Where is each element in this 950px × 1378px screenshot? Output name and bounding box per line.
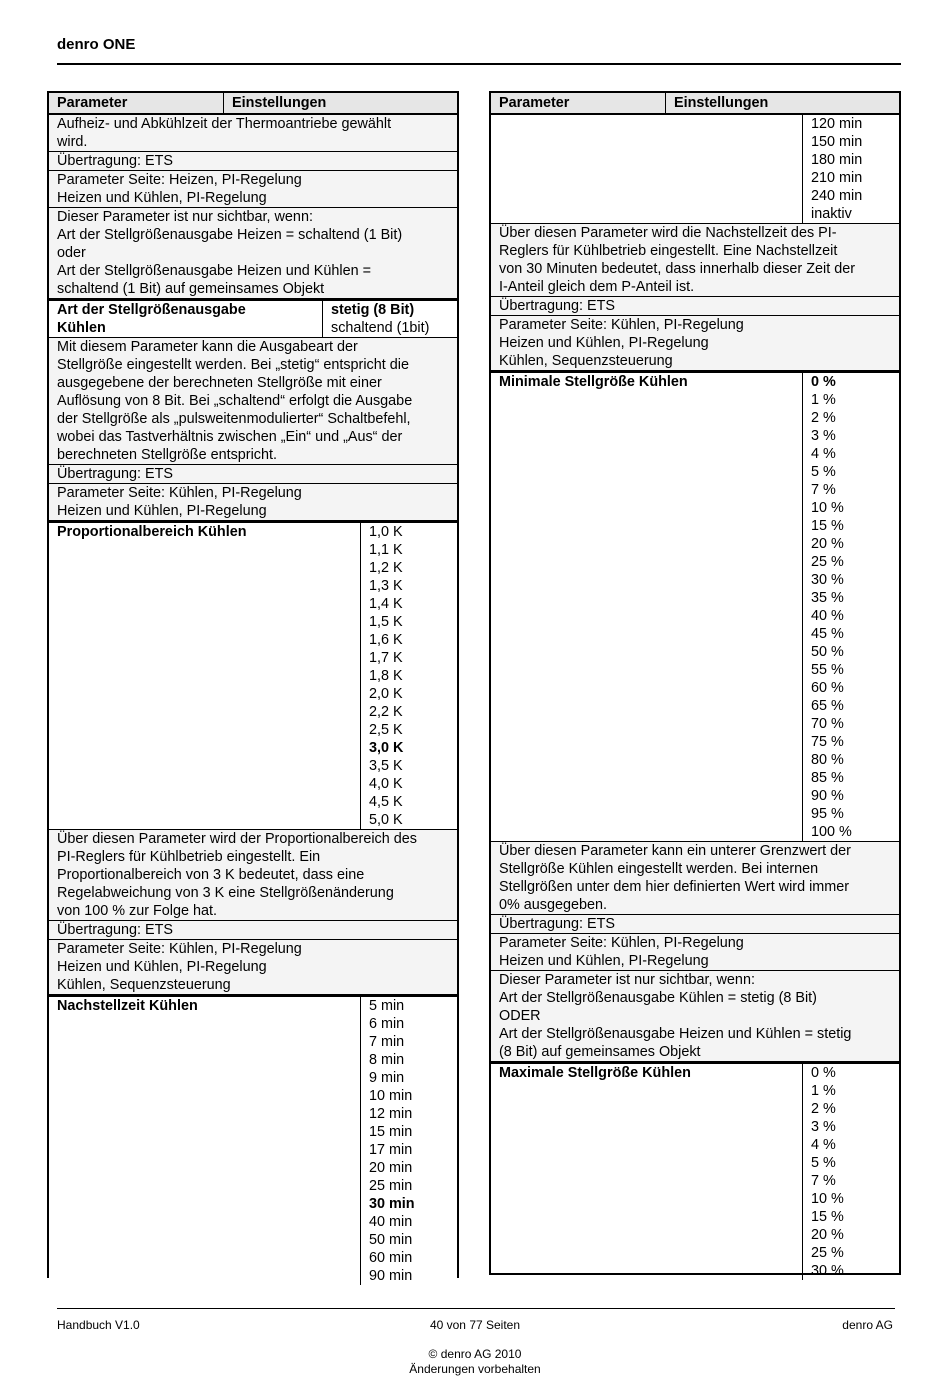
nach-description <box>491 224 899 371</box>
value-option: 2,0 K <box>369 686 403 702</box>
text-line: Parameter Seite: Kühlen, PI-Regelung <box>57 941 302 957</box>
value-option: 25 % <box>811 1245 844 1261</box>
art-description <box>49 338 457 521</box>
description-block <box>491 842 899 915</box>
value-option: 5 min <box>369 998 405 1014</box>
value-option: 7 % <box>811 1173 836 1189</box>
value-option: 210 min <box>811 170 863 186</box>
header-divider <box>57 63 901 65</box>
value-option: 1,6 K <box>369 632 403 648</box>
parameter-values <box>322 301 457 337</box>
value-option: 75 % <box>811 734 844 750</box>
text-line: Art der Stellgrößenausgabe Kühlen = stetig (8 Bit) <box>499 990 817 1006</box>
default-value-option: 30 min <box>369 1196 415 1212</box>
footer-company: denro AG <box>842 1318 893 1332</box>
text-line: Übertragung: ETS <box>57 922 173 938</box>
default-value-option: 3,0 K <box>369 740 404 756</box>
intro-text <box>49 115 457 152</box>
value-option: 2 % <box>811 410 836 426</box>
value-option: 6 min <box>369 1016 405 1032</box>
parameter-values <box>360 523 457 829</box>
text-line: Übertragung: ETS <box>57 153 173 169</box>
value-option: 1,3 K <box>369 578 403 594</box>
value-option: 4,0 K <box>369 776 403 792</box>
value-option: 30 % <box>811 1263 844 1279</box>
text-line: Parameter Seite: Heizen, PI-Regelung <box>57 172 302 188</box>
text-line: Parameter Seite: Kühlen, PI-Regelung <box>499 317 744 333</box>
text-line: der Stellgröße als „pulsweitenmodulierter“ Schaltbefehl, <box>57 411 411 427</box>
value-option: 1,5 K <box>369 614 403 630</box>
text-line: Art der Stellgrößenausgabe Heizen und Kühlen = stetig <box>499 1026 852 1042</box>
value-option: 100 % <box>811 824 852 840</box>
text-line: Kühlen, Sequenzsteuerung <box>57 977 231 993</box>
description-block <box>491 316 899 371</box>
value-option: 35 % <box>811 590 844 606</box>
description-block <box>491 971 899 1062</box>
value-option: 20 % <box>811 536 844 552</box>
text-line: 0% ausgegeben. <box>499 897 608 913</box>
value-option: 12 min <box>369 1106 413 1122</box>
description-block <box>49 484 457 521</box>
header-parameter: Parameter <box>491 93 666 113</box>
text-line: Auflösung von 8 Bit. Bei „schaltend“ erfolgt die Ausgabe <box>57 393 413 409</box>
value-option: 90 min <box>369 1268 413 1284</box>
footer-page-number: 40 von 77 Seiten <box>429 1318 521 1332</box>
footer-divider <box>57 1308 895 1309</box>
parameter-name <box>491 1064 802 1280</box>
value-option: 50 % <box>811 644 844 660</box>
value-option: 45 % <box>811 626 844 642</box>
value-option: 150 min <box>811 134 863 150</box>
text-line: wird. <box>57 134 88 150</box>
description-block <box>49 830 457 921</box>
text-line: Heizen und Kühlen, PI-Regelung <box>499 953 709 969</box>
value-option: schaltend (1bit) <box>331 320 430 336</box>
value-option: 2 % <box>811 1101 836 1117</box>
text-line: Proportionalbereich von 3 K bedeutet, dass eine <box>57 867 365 883</box>
text-line: Über diesen Parameter kann ein unterer Grenzwert der <box>499 843 851 859</box>
parameter-name <box>491 115 802 223</box>
text-line: Stellgröße Kühlen eingestellt werden. Bei internen <box>499 861 819 877</box>
text-line: PI-Reglers für Kühlbetrieb eingestellt. Ein <box>57 849 321 865</box>
text-line: Regelabweichung von 3 K eine Stellgrößenänderung <box>57 885 394 901</box>
text-line: Mit diesem Parameter kann die Ausgabeart der <box>57 339 358 355</box>
param-nachstellzeit <box>49 995 457 1285</box>
text-line: Heizen und Kühlen, PI-Regelung <box>57 959 267 975</box>
value-option: 10 % <box>811 1191 844 1207</box>
left-parameter-table <box>47 91 459 1284</box>
header-parameter: Parameter <box>49 93 224 113</box>
text-line: Übertragung: ETS <box>499 298 615 314</box>
footer-copyright: © denro AG 2010 <box>428 1347 522 1361</box>
param-minimale-stellgroesse <box>491 371 899 842</box>
table-header <box>491 91 899 115</box>
value-option: 1,7 K <box>369 650 403 666</box>
text-line: I-Anteil gleich dem P-Anteil ist. <box>499 279 695 295</box>
text-line: Dieser Parameter ist nur sichtbar, wenn: <box>57 209 313 225</box>
text-line: ausgegebene der berechneten Stellgröße mit einer <box>57 375 382 391</box>
intro-param-page <box>49 171 457 208</box>
value-option: 65 % <box>811 698 844 714</box>
value-option: 3 % <box>811 1119 836 1135</box>
value-option: 70 % <box>811 716 844 732</box>
value-option: 15 % <box>811 518 844 534</box>
text-line: Art der Stellgrößenausgabe Heizen = schaltend (1 Bit) <box>57 227 403 243</box>
value-option: 5,0 K <box>369 812 403 828</box>
parameter-name-line: Kühlen <box>57 320 106 336</box>
right-parameter-table <box>489 91 901 1279</box>
value-option: 60 % <box>811 680 844 696</box>
value-option: 3,5 K <box>369 758 403 774</box>
description-block <box>491 934 899 971</box>
description-block <box>491 224 899 297</box>
parameter-values <box>360 997 457 1285</box>
value-option: 5 % <box>811 464 836 480</box>
description-block <box>491 297 899 316</box>
parameter-name <box>49 997 360 1285</box>
value-option: 17 min <box>369 1142 413 1158</box>
parameter-values <box>802 1064 899 1280</box>
text-line: Stellgröße eingestellt werden. Bei „stetig“ entspricht die <box>57 357 409 373</box>
value-option: 180 min <box>811 152 863 168</box>
value-option: inaktiv <box>811 206 852 222</box>
text-line: Über diesen Parameter wird der Proportionalbereich des <box>57 831 417 847</box>
value-option: 95 % <box>811 806 844 822</box>
text-line: berechneten Stellgröße entspricht. <box>57 447 277 463</box>
text-line: (8 Bit) auf gemeinsames Objekt <box>499 1044 701 1060</box>
description-block <box>49 338 457 465</box>
value-option: 15 % <box>811 1209 844 1225</box>
value-option: 2,5 K <box>369 722 403 738</box>
param-nachstellzeit-continued <box>491 115 899 224</box>
text-line: von 30 Minuten bedeutet, dass innerhalb dieser Zeit der <box>499 261 855 277</box>
parameter-values <box>802 373 899 841</box>
param-maximale-stellgroesse <box>491 1062 899 1280</box>
description-block <box>49 465 457 484</box>
text-line: Aufheiz- und Abkühlzeit der Thermoantriebe gewählt <box>57 116 392 132</box>
value-option: 60 min <box>369 1250 413 1266</box>
intro-transfer <box>49 152 457 171</box>
parameter-name <box>491 373 802 841</box>
value-option: 55 % <box>811 662 844 678</box>
text-line: oder <box>57 245 86 261</box>
value-option: 120 min <box>811 116 863 132</box>
value-option: 85 % <box>811 770 844 786</box>
parameter-name <box>49 523 360 829</box>
min-description <box>491 842 899 1062</box>
value-option: 1 % <box>811 392 836 408</box>
value-option: 4 % <box>811 446 836 462</box>
text-line: Art der Stellgrößenausgabe Heizen und Kühlen = <box>57 263 372 279</box>
value-option: 80 % <box>811 752 844 768</box>
parameter-name-line: Minimale Stellgröße Kühlen <box>499 374 688 390</box>
value-option: 90 % <box>811 788 844 804</box>
value-option: 9 min <box>369 1070 405 1086</box>
value-option: 8 min <box>369 1052 405 1068</box>
text-line: Übertragung: ETS <box>57 466 173 482</box>
value-option: 10 min <box>369 1088 413 1104</box>
text-line: Reglers für Kühlbetrieb eingestellt. Eine Nachstellzeit <box>499 243 838 259</box>
value-option: 1,1 K <box>369 542 403 558</box>
value-option: 1 % <box>811 1083 836 1099</box>
value-option: 1,4 K <box>369 596 403 612</box>
text-line: Heizen und Kühlen, PI-Regelung <box>499 335 709 351</box>
value-option: 240 min <box>811 188 863 204</box>
text-line: Parameter Seite: Kühlen, PI-Regelung <box>57 485 302 501</box>
parameter-name-line: Art der Stellgrößenausgabe <box>57 302 246 318</box>
param-art-stellgroessenausgabe <box>49 299 457 338</box>
text-line: Stellgrößen unter dem hier definierten Wert wird immer <box>499 879 850 895</box>
document-title: denro ONE <box>57 36 136 53</box>
description-block <box>49 921 457 940</box>
intro-visibility <box>49 208 457 299</box>
value-option: 1,2 K <box>369 560 403 576</box>
default-value-option: 0 % <box>811 374 836 390</box>
text-line: Heizen und Kühlen, PI-Regelung <box>57 503 267 519</box>
header-einstellungen: Einstellungen <box>674 95 769 111</box>
value-option: 1,8 K <box>369 668 403 684</box>
text-line: wobei das Tastverhältnis zwischen „Ein“ und „Aus“ der <box>57 429 403 445</box>
text-line: Über diesen Parameter wird die Nachstellzeit des PI- <box>499 225 837 241</box>
value-option: 7 % <box>811 482 836 498</box>
text-line: ODER <box>499 1008 541 1024</box>
description-block <box>491 915 899 934</box>
value-option: 2,2 K <box>369 704 403 720</box>
text-line: Heizen und Kühlen, PI-Regelung <box>57 190 267 206</box>
value-option: 3 % <box>811 428 836 444</box>
value-option: 30 % <box>811 572 844 588</box>
parameter-name-line: Nachstellzeit Kühlen <box>57 998 198 1014</box>
value-option: 20 min <box>369 1160 413 1176</box>
value-option: 40 % <box>811 608 844 624</box>
text-line: Parameter Seite: Kühlen, PI-Regelung <box>499 935 744 951</box>
value-option: 25 % <box>811 554 844 570</box>
parameter-name-line: Proportionalbereich Kühlen <box>57 524 247 540</box>
prop-description <box>49 830 457 995</box>
text-line: schaltend (1 Bit) auf gemeinsames Objekt <box>57 281 325 297</box>
value-option: 0 % <box>811 1065 836 1081</box>
parameter-name-line: Maximale Stellgröße Kühlen <box>499 1065 691 1081</box>
value-option: 20 % <box>811 1227 844 1243</box>
value-option: 4,5 K <box>369 794 403 810</box>
footer-disclaimer: Änderungen vorbehalten <box>409 1362 541 1376</box>
parameter-values <box>802 115 899 223</box>
default-value-option: stetig (8 Bit) <box>331 302 415 318</box>
parameter-name <box>49 301 322 337</box>
value-option: 4 % <box>811 1137 836 1153</box>
text-line: Kühlen, Sequenzsteuerung <box>499 353 673 369</box>
description-block <box>49 940 457 995</box>
value-option: 10 % <box>811 500 844 516</box>
value-option: 5 % <box>811 1155 836 1171</box>
text-line: von 100 % zur Folge hat. <box>57 903 217 919</box>
param-proportionalbereich <box>49 521 457 830</box>
value-option: 40 min <box>369 1214 413 1230</box>
value-option: 50 min <box>369 1232 413 1248</box>
value-option: 25 min <box>369 1178 413 1194</box>
value-option: 7 min <box>369 1034 405 1050</box>
value-option: 1,0 K <box>369 524 403 540</box>
table-header <box>49 91 457 115</box>
value-option: 15 min <box>369 1124 413 1140</box>
text-line: Dieser Parameter ist nur sichtbar, wenn: <box>499 972 755 988</box>
footer-manual-version: Handbuch V1.0 <box>57 1318 140 1332</box>
text-line: Übertragung: ETS <box>499 916 615 932</box>
header-einstellungen: Einstellungen <box>232 95 327 111</box>
